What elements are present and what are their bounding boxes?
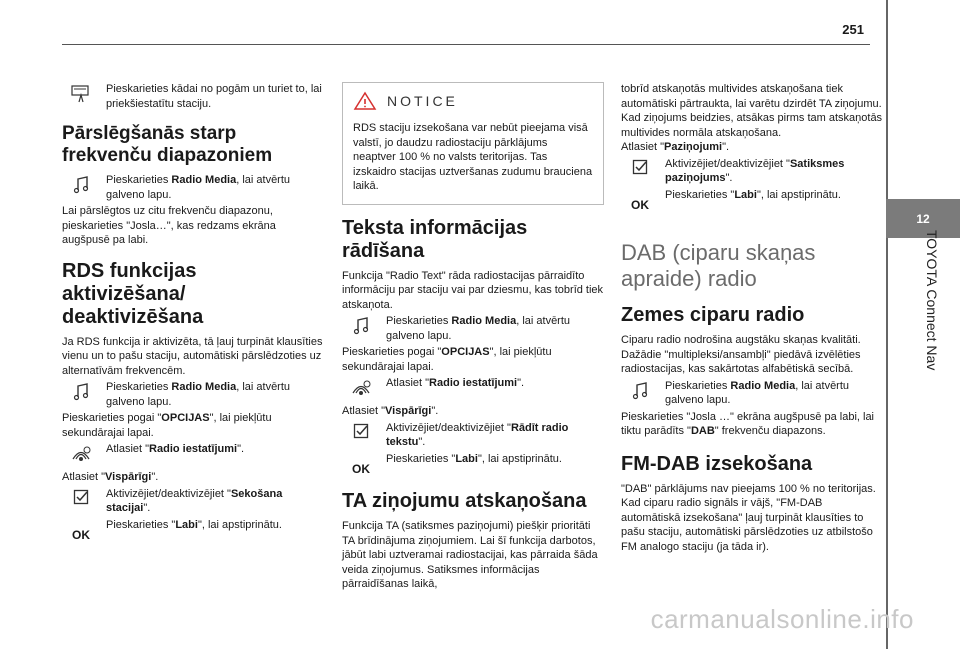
step-item: [621, 188, 883, 213]
options-text: [62, 411, 324, 440]
notifications-label: Paziņojumi: [664, 141, 723, 153]
step-item: [621, 157, 883, 186]
step-item: [62, 518, 324, 543]
station-follow-label: Sekošana stacijai: [106, 487, 283, 514]
notice-title: NOTICE: [387, 92, 458, 109]
ta-text: Funkcija TA (satiksmes paziņojumi) piešķir prioritāti TA brīdinājuma ziņojumiem. Lai šī funkcija darbotos, jābūt labi uztveramai radiostacijai, kas pārraida šāda veida ziņojumus. Satiksmes informācijas pārraidīšanas laikā,: [342, 520, 598, 590]
terrestrial-text: Ciparu radio nodrošina augstāku skaņas kvalitāti.: [621, 334, 861, 346]
watermark: carmanualsonline.info: [650, 604, 914, 634]
radio-media-label: Radio Media: [730, 379, 796, 392]
traffic-announcement-label: Satiksmes paziņojums: [665, 157, 845, 184]
notice-box: [342, 82, 604, 205]
step-item: [62, 442, 324, 464]
step-item: [62, 173, 324, 202]
fm-dab-follow-text: Kad ciparu radio signāls ir vājš, "FM-DAB automātiskā izsekošana" ļauj turpināt klausīties to pašu staciju, automātiski pārslēdzoties uz atbilstošo FM analogo staciju (ja tāda ir).: [621, 497, 873, 553]
text-part: Pieskarieties "Josla …" ekrāna augšpusē pa labi, lai tiktu parādīts ": [621, 410, 874, 437]
chapter-number-tab: 12: [886, 199, 960, 238]
radio-settings-icon: [70, 444, 92, 464]
heading-ta: TA ziņojumu atskaņošana: [342, 490, 587, 512]
checkbox-icon: [632, 159, 648, 175]
options-label: OPCIJAS: [441, 346, 490, 358]
music-note-icon: [631, 381, 649, 401]
page-number: 251: [842, 22, 864, 37]
text-part: ", lai piekļūtu sekundārajai lapai.: [62, 412, 272, 439]
general-label: Vispārīgi: [385, 405, 432, 417]
checkbox-icon: [353, 423, 369, 439]
text-part: Atlasiet ": [342, 405, 386, 417]
text-part: ", lai piekļūtu sekundārajai lapai.: [342, 346, 552, 373]
radio-settings-icon: [350, 378, 372, 398]
radio-text-desc: Funkcija "Radio Text" rāda radiostacijas pārraidīto informāciju par staciju vai par dziesmu, kas tobrīd tiek atskaņota.: [342, 269, 604, 311]
text-part: , lai atvērtu galveno lapu.: [665, 379, 850, 406]
step-item: [62, 380, 324, 409]
notice-text: RDS staciju izsekošana var nebūt pieejama visā valstī, jo daudzu radiostaciju pārklājums neaptver 100 % no valsts teritorijas. Tas izskaidro stacijas uztveršanas zudumu brauciena laikā.: [353, 122, 593, 192]
radio-media-label: Radio Media: [171, 174, 237, 186]
text-part: ".: [722, 141, 730, 153]
band-switch-text: Lai pārslēgtos uz citu frekvenču diapazonu, pieskarieties "Josla…", kas redzams ekrāna augšpusē pa labi.: [62, 205, 276, 246]
text-part: Atlasiet ": [106, 443, 150, 455]
text-part: Pieskarieties ": [665, 188, 735, 201]
text-part: , lai atvērtu galveno lapu.: [106, 174, 291, 201]
music-note-icon: [72, 175, 90, 195]
text-part: ".: [143, 502, 151, 514]
text-part: Pieskarieties: [106, 174, 172, 186]
header-rule: [62, 44, 870, 45]
column-3: [621, 82, 883, 554]
step-item: [621, 379, 883, 408]
text-part: ".: [237, 443, 245, 455]
ok-label: Labi: [455, 452, 478, 465]
ok-icon: OK: [631, 197, 649, 212]
text-part: ".: [725, 172, 733, 184]
warning-triangle-icon: [353, 91, 377, 111]
checkbox-icon: [73, 489, 89, 505]
chapter-title: TOYOTA Connect Nav: [924, 230, 940, 371]
text-part: Pieskarieties: [386, 315, 452, 327]
heading-fm-dab: FM-DAB izsekošana: [621, 452, 813, 475]
column-2: [342, 82, 604, 592]
touch-preset-icon: [70, 84, 92, 104]
text-part: Aktivizējiet/deaktivizējiet ": [665, 157, 790, 170]
step-item: [342, 421, 604, 450]
text-part: Pieskarieties: [106, 381, 172, 393]
text-part: Pieskarieties: [665, 379, 731, 392]
heading-band-switch: Pārslēgšanās starp frekvenču diapazoniem: [62, 123, 273, 166]
step-item: [342, 452, 604, 477]
text-part: , lai atvērtu galveno lapu.: [386, 315, 571, 342]
text-part: Atlasiet ": [621, 141, 665, 153]
text-part: " frekvenču diapazons.: [714, 425, 826, 437]
heading-radio-text: Teksta informācijas rādīšana: [342, 216, 528, 262]
radio-media-label: Radio Media: [451, 315, 517, 327]
heading-rds: RDS funkcijas aktivizēšana/ deaktivizēšana: [62, 259, 204, 328]
column-1: [62, 80, 324, 544]
text-part: Aktivizējiet/deaktivizējiet ": [106, 487, 231, 500]
text-part: Atlasiet ": [62, 471, 106, 483]
step-item: [342, 376, 604, 398]
radio-settings-label: Radio iestatījumi: [429, 377, 518, 389]
ta-continued-text: tobrīd atskaņotās multivides atskaņošana tiek automātiski pārtraukta, lai varētu dzirdēt TA ziņojumu. Kad ziņojums beidzies, atsākas pirms tam atskaņotās multivides normāla atskaņošana.: [621, 83, 883, 139]
dab-label: DAB: [690, 425, 715, 437]
text-part: ".: [431, 405, 439, 417]
radio-settings-label: Radio iestatījumi: [149, 443, 238, 455]
text-part: Atlasiet ": [386, 377, 430, 389]
ok-label: Labi: [175, 518, 198, 531]
preset-instruction: Pieskarieties kādai no pogām un turiet to, lai priekšiestatītu staciju.: [106, 83, 322, 110]
ok-icon: OK: [72, 527, 90, 542]
multiplex-text: Dažādie "multipleksi/ansambļi" piedāvā izvēlēties radiostacijas, kas sakārtotas alfabētiskā secībā.: [621, 348, 861, 375]
step-item: [62, 487, 324, 516]
options-label: OPCIJAS: [161, 412, 210, 424]
show-radio-text-label: Rādīt radio tekstu: [386, 421, 569, 448]
heading-terrestrial: Zemes ciparu radio: [621, 304, 805, 326]
text-part: , lai atvērtu galveno lapu.: [106, 381, 291, 408]
radio-media-label: Radio Media: [171, 381, 237, 393]
text-part: ", lai apstiprinātu.: [756, 188, 841, 201]
music-note-icon: [72, 382, 90, 402]
text-part: Pieskarieties pogai ": [62, 412, 162, 424]
text-part: Pieskarieties pogai ": [342, 346, 442, 358]
general-label: Vispārīgi: [105, 471, 152, 483]
step-item: [62, 82, 324, 111]
fm-dab-coverage-text: "DAB" pārklājums nav pieejams 100 % no teritorijas.: [621, 482, 876, 495]
text-part: ".: [517, 377, 525, 389]
text-part: ", lai apstiprinātu.: [477, 452, 562, 465]
text-part: Aktivizējiet/deaktivizējiet ": [386, 421, 511, 434]
chapter-sidebar: [886, 0, 960, 649]
ok-label: Labi: [734, 188, 757, 201]
text-part: Pieskarieties ": [386, 452, 456, 465]
sidebar-rule: [886, 0, 888, 649]
text-part: ".: [418, 436, 426, 448]
rds-text: Ja RDS funkcija ir aktivizēta, tā ļauj turpināt klausīties vienu un to pašu staciju, automātiski pārslēdzoties uz alternatīvām frekvencēm.: [62, 335, 323, 377]
heading-dab: DAB (ciparu skaņas apraide) radio: [621, 240, 816, 291]
text-part: Pieskarieties ": [106, 518, 176, 531]
ok-icon: OK: [352, 461, 370, 476]
text-part: ".: [151, 471, 159, 483]
text-part: ", lai apstiprinātu.: [197, 518, 282, 531]
music-note-icon: [352, 316, 370, 336]
step-item: [342, 314, 604, 343]
